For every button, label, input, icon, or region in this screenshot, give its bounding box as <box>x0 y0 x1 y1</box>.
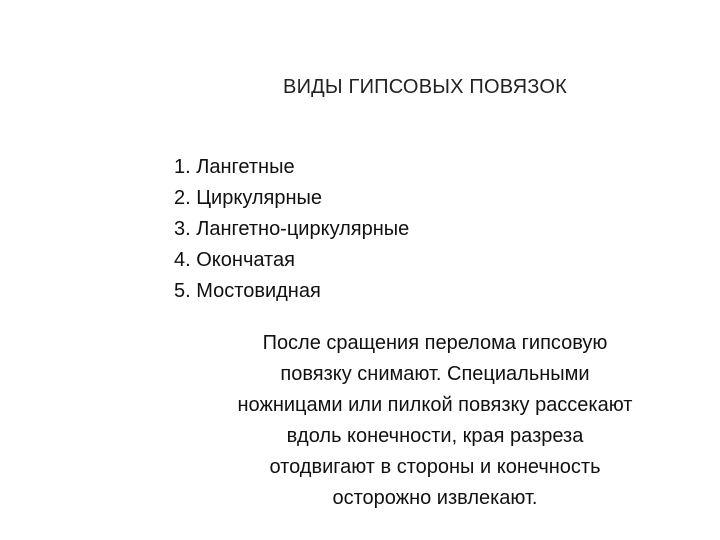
slide-title: ВИДЫ ГИПСОВЫХ ПОВЯЗОК <box>283 76 567 98</box>
list-item-text: Циркулярные <box>196 187 323 209</box>
list-item-number: 2. <box>174 187 191 209</box>
list-item-text: Мостовидная <box>196 280 321 302</box>
list-item <box>174 183 409 214</box>
list-item <box>174 152 409 183</box>
paragraph-line: отодвигают в стороны и конечность <box>269 456 601 478</box>
removal-description <box>190 328 680 514</box>
list-item-number: 4. <box>174 249 191 271</box>
list-item <box>174 245 409 276</box>
list-item-text: Окончатая <box>196 249 295 271</box>
list-item-number: 1. <box>174 156 191 178</box>
paragraph-line: осторожно извлекают. <box>332 487 538 509</box>
paragraph-line: ножницами или пилкой повязку рассекают <box>237 394 633 416</box>
list-item-number: 5. <box>174 280 191 302</box>
list-item-number: 3. <box>174 218 191 240</box>
paragraph-line: вдоль конечности, края разреза <box>286 425 584 447</box>
list-item <box>174 276 409 307</box>
list-item-text: Лангетно-циркулярные <box>196 218 410 240</box>
bandage-types-list <box>174 152 409 307</box>
paragraph-line: повязку снимают. Специальными <box>280 363 590 385</box>
list-item <box>174 214 409 245</box>
paragraph-line: После сращения перелома гипсовую <box>262 332 608 354</box>
list-item-text: Лангетные <box>196 156 295 178</box>
